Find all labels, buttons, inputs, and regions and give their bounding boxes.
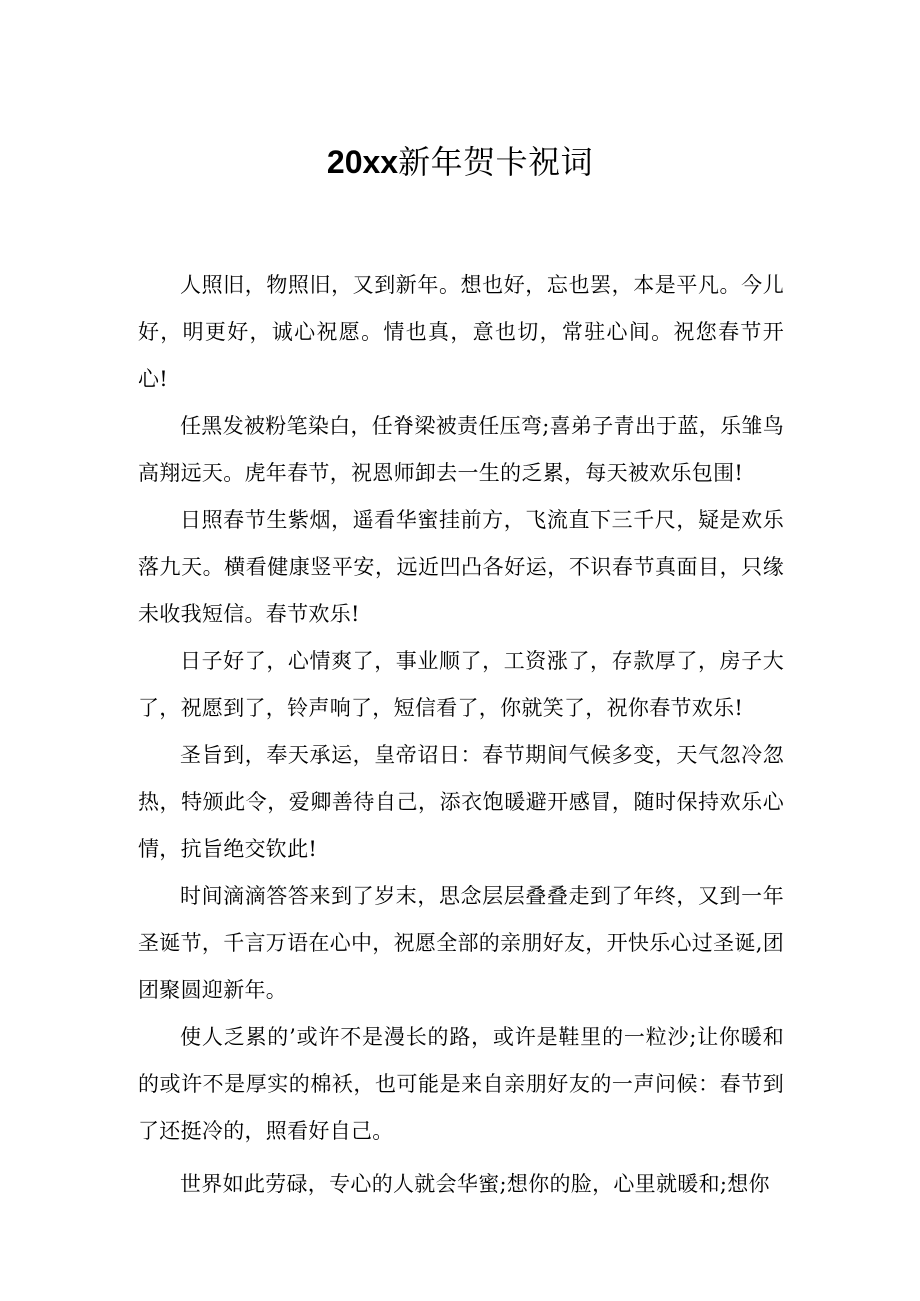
paragraph: 任黑发被粉笔染白，任脊梁被责任压弯;喜弟子青出于蓝，乐雏鸟高翔远天。虎年春节，祝恩师卸去一生的乏累，每天被欢乐包围!: [138, 414, 784, 485]
document-body: [138, 262, 784, 1208]
paragraph: 日子好了，心情爽了，事业顺了，工资涨了，存款厚了，房子大了，祝愿到了，铃声响了，短信看了，你就笑了，祝你春节欢乐!: [138, 649, 784, 720]
document-title: [0, 138, 920, 186]
paragraph: 日照春节生紫烟，遥看华蜜挂前方，飞流直下三千尺，疑是欢乐落九天。横看健康竖平安，远近凹凸各好运，不识春节真面目，只缘未收我短信。春节欢乐!: [138, 508, 784, 626]
paragraph: 使人乏累的’或许不是漫长的路，或许是鞋里的一粒沙;让你暖和的或许不是厚实的棉袄，也可能是来自亲朋好友的一声问候：春节到了还挺冷的，照看好自己。: [138, 1025, 784, 1143]
title-year: 20xx: [326, 144, 399, 180]
paragraph: 人照旧，物照旧，又到新年。想也好，忘也罢，本是平凡。今儿好，明更好，诚心祝愿。情也真，意也切，常驻心间。祝您春节开心!: [138, 273, 784, 391]
paragraph: 时间滴滴答答来到了岁末，思念层层叠叠走到了年终，又到一年圣诞节，千言万语在心中，祝愿全部的亲朋好友，开快乐心过圣诞,团团聚圆迎新年。: [138, 884, 784, 1002]
paragraph: 世界如此劳碌，专心的人就会华蜜;想你的脸，心里就暖和;想你: [180, 1172, 770, 1196]
title-text: 新年贺卡祝词: [398, 143, 594, 181]
paragraph: 圣旨到，奉天承运，皇帝诏日：春节期间气候多变，天气忽冷忽热，特颁此令，爱卿善待自己，添衣饱暖避开感冒，随时保持欢乐心情，抗旨绝交钦此!: [138, 743, 784, 861]
